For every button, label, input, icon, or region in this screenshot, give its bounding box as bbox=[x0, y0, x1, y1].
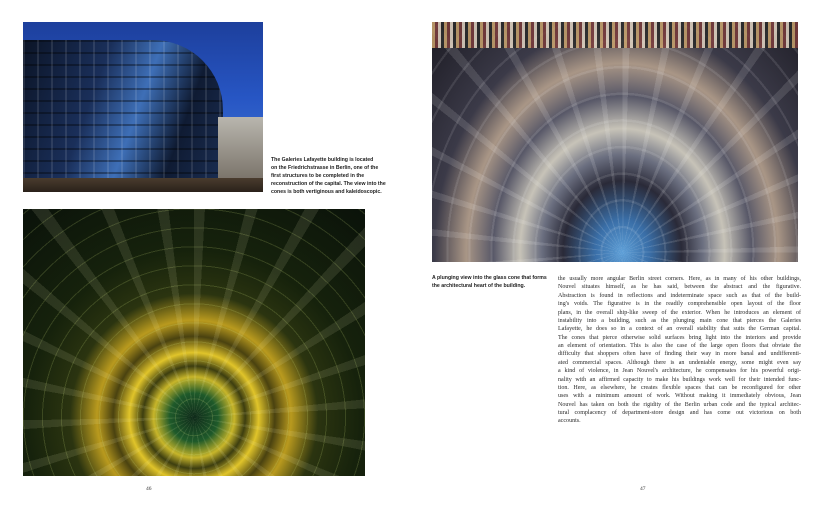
body-line: difficulty that shoppers often have of finding their way in more banal and undifferenti- bbox=[558, 351, 801, 358]
body-line: plans, in the overall ship-like sweep of the exterior. When he introduces an element of bbox=[558, 309, 801, 316]
page-number-right: 47 bbox=[640, 486, 646, 492]
body-line: uses with a minimum amount of work. Without making it immediately obvious, Jean bbox=[558, 393, 801, 400]
body-line: tion. Here, as elsewhere, he creates flexible spaces that can be reconfigured for other bbox=[558, 384, 801, 391]
body-line: accounts. bbox=[558, 418, 581, 425]
cone-facets bbox=[432, 22, 798, 262]
body-line: ated commercial spaces. Although there is an undeniable energy, some might even say bbox=[558, 359, 801, 366]
page-number-left: 46 bbox=[146, 486, 152, 492]
dome-photo bbox=[23, 209, 365, 476]
body-line: Nouvel has taken on both the rigidity of the Berlin urban code and the typical architec- bbox=[558, 401, 801, 408]
body-line: an element of orientation. This is also the case of the large open floors that obviate the bbox=[558, 343, 801, 349]
caption-line: The Galeries Lafayette building is located bbox=[271, 157, 374, 163]
caption-line: on the Friedrichstrasse in Berlin, one of the bbox=[271, 164, 379, 171]
glass-cone-photo bbox=[432, 22, 798, 262]
facade-photo bbox=[23, 22, 263, 192]
body-line: nality with an affirmed capacity to make his buildings work well for their intended func- bbox=[558, 376, 801, 383]
caption-line: first structures to be completed in the bbox=[271, 172, 365, 179]
body-line: The cones that pierce otherwise solid surfaces bring light into the interiors and provide bbox=[558, 334, 801, 341]
facade-caption bbox=[271, 157, 393, 197]
cone-caption bbox=[432, 275, 552, 291]
body-line: Lafayette, he does so in a context of an overall stability that suits the German capital. bbox=[558, 326, 801, 333]
glass-building bbox=[23, 40, 223, 192]
body-line: ing's voids. The figurative is in the readily comprehensible open layout of the floor bbox=[558, 301, 801, 308]
caption-line: the architectural heart of the building. bbox=[432, 282, 526, 289]
dome-spokes bbox=[23, 209, 365, 476]
shoppers-band bbox=[432, 22, 798, 48]
body-line: a kind of violence, in Jean Nouvel's architecture, he compensates for his powerful origi- bbox=[558, 368, 801, 375]
body-line: Abstraction is found in reflections and indeterminate space such as that of the build- bbox=[558, 292, 801, 299]
body-line: instability into a building, such as the plunging main cone that pierces the Galeries bbox=[558, 317, 801, 324]
body-line: the usually more angular Berlin street corners. Here, as in many of his other buildings, bbox=[558, 276, 801, 282]
street bbox=[23, 178, 263, 192]
body-text bbox=[558, 275, 801, 426]
body-line: Nouvel situates himself, as he has said, between the abstract and the figurative. bbox=[558, 284, 801, 291]
caption-line: reconstruction of the capital. The view into the bbox=[271, 180, 386, 187]
body-line: tural complacency of department-store design and has come out victorious on both bbox=[558, 410, 801, 416]
caption-line: A plunging view into the glass cone that forms bbox=[432, 275, 547, 281]
caption-line: cones is both vertiginous and kaleidoscopic. bbox=[271, 188, 382, 195]
